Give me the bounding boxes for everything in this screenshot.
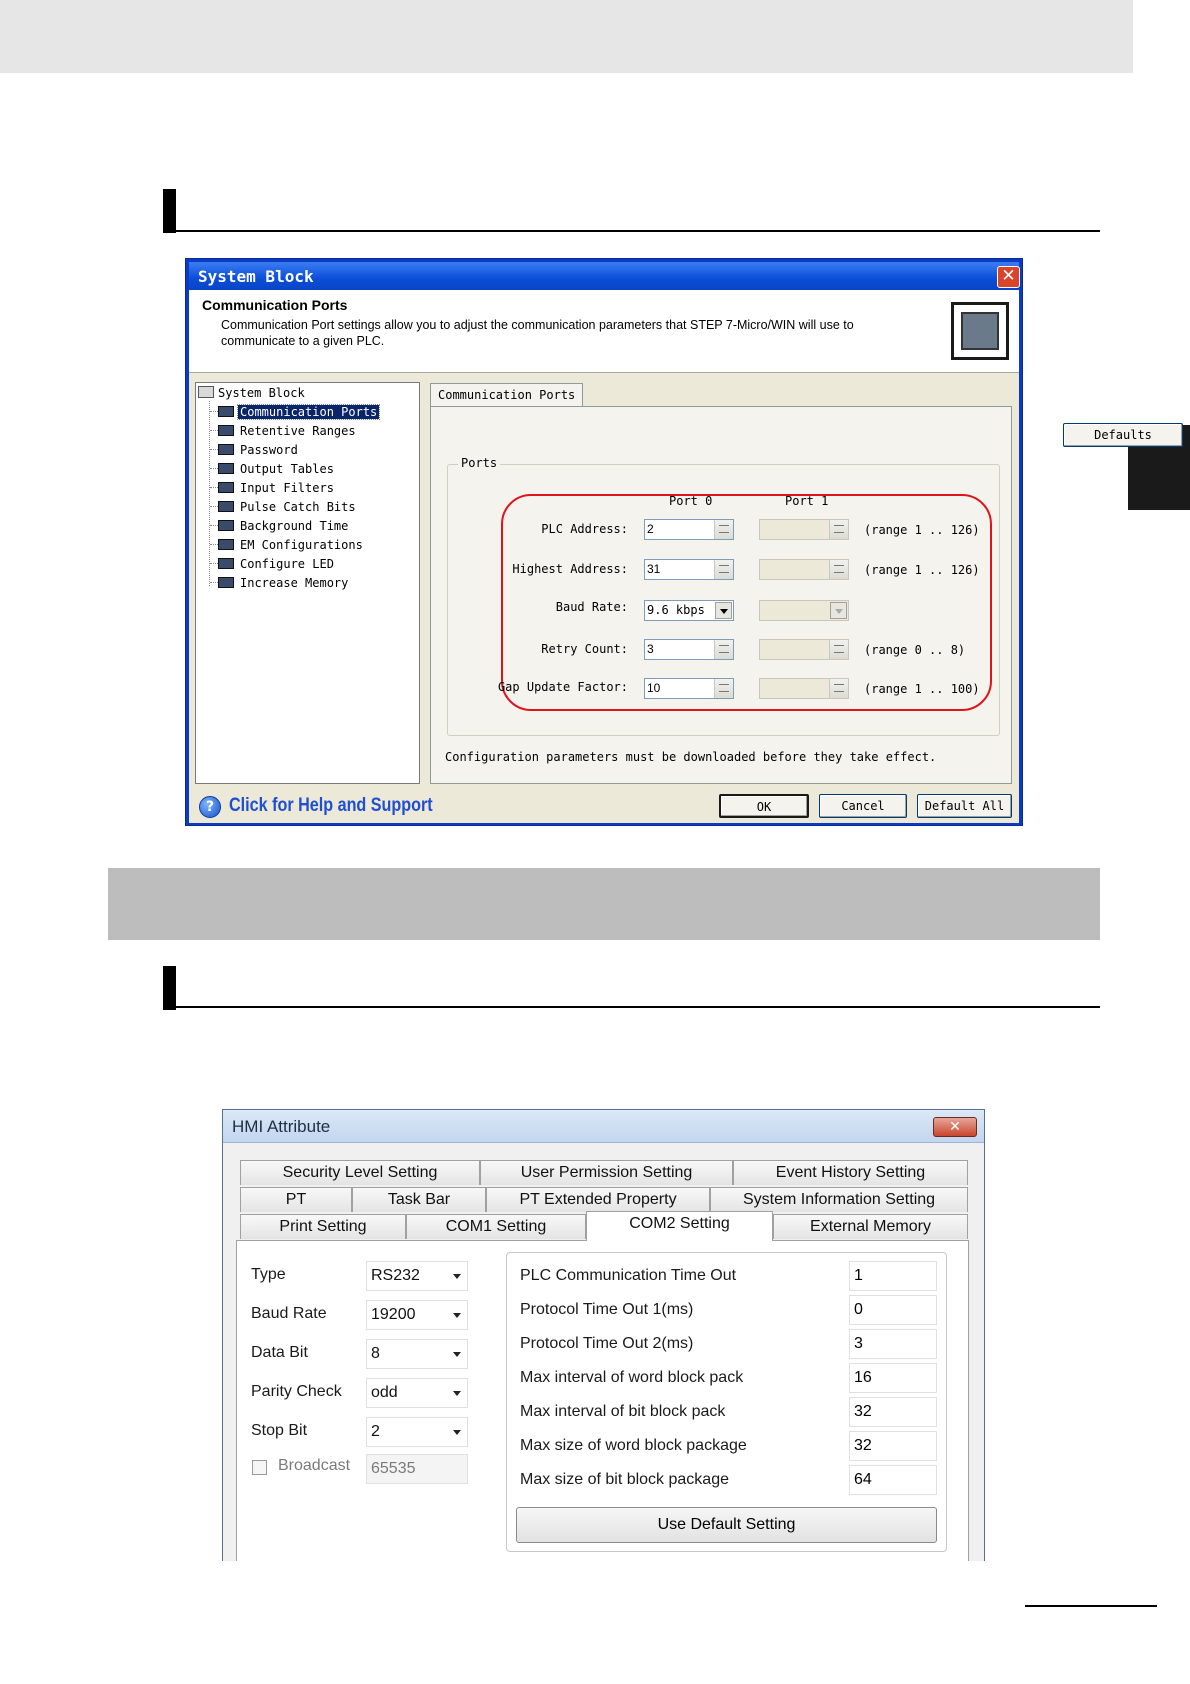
tree-connector [210, 544, 218, 545]
plc-comm-timeout-label: PLC Communication Time Out [520, 1267, 737, 1284]
tab-com2-setting[interactable]: COM2 Setting [586, 1211, 773, 1241]
tree-item-label: Background Time [240, 519, 349, 533]
word-block-interval-input[interactable]: 16 [849, 1363, 937, 1393]
tree-item-em-configurations[interactable] [210, 537, 365, 555]
tree-connector [210, 506, 218, 507]
data-bit-value: 8 [371, 1345, 380, 1362]
plc-address-value: 2 [647, 522, 654, 536]
module-icon [218, 558, 234, 569]
tree-connector [210, 487, 218, 488]
tab-user-permission-setting[interactable]: User Permission Setting [480, 1160, 733, 1185]
port1-header: Port 1 [785, 494, 829, 508]
tree-item-output-tables[interactable] [210, 461, 336, 479]
download-note: Configuration parameters must be downloaded before they take effect. [445, 750, 937, 764]
gap-update-factor-value: 10 [647, 681, 661, 695]
highest-address-range: (range 1 .. 126) [864, 563, 980, 577]
close-icon[interactable]: ✕ [933, 1117, 977, 1137]
tree-connector [210, 525, 218, 526]
tab-security-level-setting[interactable]: Security Level Setting [240, 1160, 480, 1185]
ports-group-title: Ports [458, 456, 500, 470]
bit-block-interval-input[interactable]: 32 [849, 1397, 937, 1427]
cancel-button[interactable]: Cancel [819, 794, 907, 818]
word-block-interval-label: Max interval of word block pack [520, 1369, 744, 1386]
broadcast-checkbox[interactable] [252, 1460, 267, 1475]
chevron-down-icon[interactable] [453, 1391, 461, 1396]
section-marker [163, 966, 176, 1010]
hmi-titlebar [223, 1110, 984, 1143]
tree-item-communication-ports[interactable] [210, 404, 379, 422]
tree-item-password[interactable] [210, 442, 300, 460]
protocol-timeout-2-label: Protocol Time Out 2(ms) [520, 1335, 694, 1352]
module-icon [218, 577, 234, 588]
parity-check-value: odd [371, 1384, 398, 1401]
highest-address-label: Highest Address: [512, 562, 628, 576]
baud-rate-label: Baud Rate: [555, 600, 628, 614]
system-block-header [189, 290, 1019, 373]
help-link[interactable]: Click for Help and Support [229, 795, 433, 816]
gap-update-factor-label: Gap Update Factor: [497, 680, 628, 694]
tab-event-history-setting[interactable]: Event History Setting [733, 1160, 968, 1185]
tree-item-increase-memory[interactable] [210, 575, 350, 593]
tree-item-label: Increase Memory [240, 576, 349, 590]
data-bit-label: Data Bit [251, 1344, 308, 1361]
protocol-timeout-1-input[interactable]: 0 [849, 1295, 937, 1325]
protocol-timeout-1-label: Protocol Time Out 1(ms) [520, 1301, 694, 1318]
use-default-setting-button[interactable]: Use Default Setting [516, 1507, 937, 1543]
chevron-down-icon[interactable] [453, 1430, 461, 1435]
retry-count-label: Retry Count: [541, 642, 628, 656]
tab-system-information-setting[interactable]: System Information Setting [710, 1187, 968, 1212]
tree-root[interactable] [198, 386, 305, 400]
chevron-down-icon[interactable] [453, 1274, 461, 1279]
bit-block-size-label: Max size of bit block package [520, 1471, 729, 1488]
tree-item-retentive-ranges[interactable] [210, 423, 358, 441]
system-block-tree[interactable] [195, 382, 420, 784]
chevron-down-icon[interactable] [453, 1352, 461, 1357]
plc-icon [961, 312, 999, 350]
stop-bit-value: 2 [371, 1423, 380, 1440]
tree-connector [210, 582, 218, 583]
section-marker [163, 189, 176, 233]
type-select[interactable] [366, 1261, 468, 1291]
highest-address-port0-input[interactable] [644, 559, 734, 580]
module-icon [218, 463, 234, 474]
protocol-timeout-2-input[interactable]: 3 [849, 1329, 937, 1359]
module-icon [218, 482, 234, 493]
spin-arrows-icon[interactable] [714, 640, 733, 659]
tab-print-setting[interactable]: Print Setting [240, 1214, 406, 1239]
spin-arrows-icon[interactable] [714, 560, 733, 579]
module-icon [218, 444, 234, 455]
gap-update-factor-port1-input [759, 678, 849, 699]
header-title: Communication Ports [202, 297, 348, 313]
tree-connector [210, 563, 218, 564]
tree-item-label: Communication Ports [240, 405, 378, 419]
communication-ports-panel [430, 406, 1152, 784]
ports-group [447, 456, 1000, 736]
highest-address-value: 31 [647, 562, 661, 576]
default-all-button[interactable]: Default All [917, 794, 1012, 818]
tree-item-label: Configure LED [240, 557, 334, 571]
gap-update-factor-range: (range 1 .. 100) [864, 682, 980, 696]
module-icon [218, 539, 234, 550]
baud-rate-value: 19200 [371, 1306, 416, 1323]
module-icon [218, 406, 234, 417]
timing-group [506, 1252, 947, 1552]
baud-rate-port1-select [759, 600, 849, 621]
tree-item-input-filters[interactable] [210, 480, 336, 498]
tree-item-label: Output Tables [240, 462, 334, 476]
hmi-title: HMI Attribute [232, 1117, 331, 1136]
communication-ports-icon [951, 302, 1009, 360]
section-band [108, 868, 1100, 940]
tree-connector [210, 430, 218, 431]
parity-check-select[interactable] [366, 1378, 468, 1408]
bit-block-size-input[interactable]: 64 [849, 1465, 937, 1495]
tree-item-pulse-catch-bits[interactable] [210, 499, 358, 517]
system-block-titlebar [189, 262, 1019, 290]
help-icon[interactable]: ? [199, 796, 221, 818]
retry-count-port0-input[interactable] [644, 639, 734, 660]
ok-button[interactable]: OK [719, 794, 809, 818]
tree-root-label: System Block [218, 386, 305, 400]
plc-address-port1-input [759, 519, 849, 540]
broadcast-label: Broadcast [278, 1457, 351, 1474]
tree-item-label: Password [240, 443, 298, 457]
tab-com1-setting[interactable]: COM1 Setting [406, 1214, 586, 1239]
tree-connector [210, 449, 218, 450]
broadcast-value-field [366, 1454, 468, 1484]
type-label: Type [251, 1266, 286, 1283]
retry-count-range: (range 0 .. 8) [864, 643, 966, 657]
defaults-button[interactable]: Defaults [1063, 423, 1183, 447]
tab-pt-extended-property[interactable]: PT Extended Property [486, 1187, 710, 1212]
tab-pt[interactable]: PT [240, 1187, 352, 1212]
com2-setting-panel [236, 1240, 969, 1561]
plc-address-label: PLC Address: [541, 522, 628, 536]
baud-rate-value: 9.6 kbps [647, 603, 705, 617]
module-icon [218, 501, 234, 512]
retry-count-port1-input [759, 639, 849, 660]
type-value: RS232 [371, 1267, 420, 1284]
tab-communication-ports[interactable]: Communication Ports [430, 383, 583, 407]
spin-arrows-icon[interactable] [714, 679, 733, 698]
spin-arrows-icon[interactable] [714, 520, 733, 539]
module-icon [218, 425, 234, 436]
chevron-down-icon[interactable] [453, 1313, 461, 1318]
system-block-dialog [185, 258, 1152, 826]
word-block-size-label: Max size of word block package [520, 1437, 747, 1454]
parity-check-label: Parity Check [251, 1383, 342, 1400]
word-block-size-input[interactable]: 32 [849, 1431, 937, 1461]
footer-rule [1025, 1605, 1157, 1607]
section-rule [163, 230, 1100, 232]
stop-bit-select[interactable] [366, 1417, 468, 1447]
data-bit-select[interactable] [366, 1339, 468, 1369]
system-block-body [189, 290, 1152, 823]
tree-item-configure-led[interactable] [210, 556, 336, 574]
system-block-icon [198, 386, 214, 398]
tab-external-memory[interactable]: External Memory [773, 1214, 968, 1239]
chevron-down-icon[interactable] [715, 602, 732, 619]
spin-arrows-icon [829, 640, 848, 659]
broadcast-value: 65535 [371, 1460, 416, 1477]
gap-update-factor-port0-input[interactable] [644, 678, 734, 699]
highest-address-port1-input [759, 559, 849, 580]
tree-connector [210, 468, 218, 469]
close-icon[interactable]: ✕ [997, 266, 1020, 288]
tree-item-background-time[interactable] [210, 518, 350, 536]
section-rule [163, 1006, 1100, 1008]
tree-item-label: EM Configurations [240, 538, 363, 552]
baud-rate-select[interactable] [366, 1300, 468, 1330]
plc-address-range: (range 1 .. 126) [864, 523, 980, 537]
chevron-down-icon [830, 602, 847, 619]
baud-rate-port0-select[interactable] [644, 600, 734, 621]
spin-arrows-icon [829, 679, 848, 698]
bit-block-interval-label: Max interval of bit block pack [520, 1403, 726, 1420]
spin-arrows-icon [829, 560, 848, 579]
tree-item-label: Pulse Catch Bits [240, 500, 356, 514]
spin-arrows-icon [829, 520, 848, 539]
module-icon [218, 520, 234, 531]
port0-header: Port 0 [669, 494, 713, 508]
baud-rate-label: Baud Rate [251, 1305, 327, 1322]
retry-count-value: 3 [647, 642, 654, 656]
plc-address-port0-input[interactable] [644, 519, 734, 540]
tree-item-label: Retentive Ranges [240, 424, 356, 438]
tree-connector [210, 411, 218, 412]
system-block-title: System Block [198, 267, 314, 286]
plc-comm-timeout-input[interactable]: 1 [849, 1261, 937, 1291]
stop-bit-label: Stop Bit [251, 1422, 308, 1439]
header-description: Communication Port settings allow you to adjust the communication parameters that STEP 7-Micro/WIN will use to communicate to a given PLC. [221, 318, 854, 348]
tab-task-bar[interactable]: Task Bar [352, 1187, 486, 1212]
tree-item-label: Input Filters [240, 481, 334, 495]
page-header-band [0, 0, 1133, 73]
